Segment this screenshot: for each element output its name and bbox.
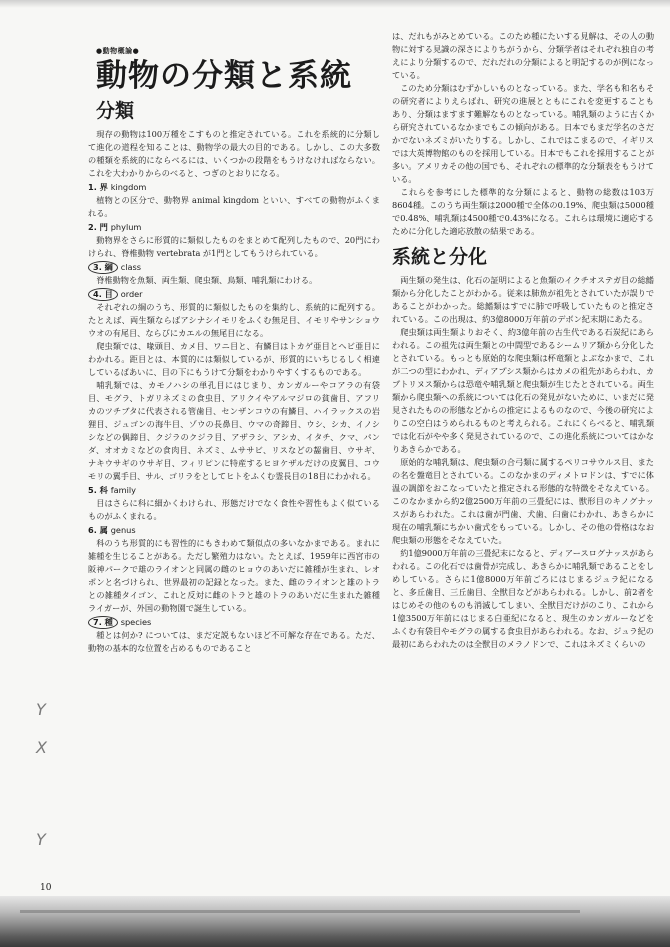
scanner-edge <box>0 896 670 947</box>
rank-head: 1. 界 <box>88 182 108 192</box>
section-heading-classification: 分類 <box>96 100 135 122</box>
rank-en: phylum <box>110 222 142 232</box>
rank-head: 3. 綱 <box>88 261 118 274</box>
handwritten-mark: Y <box>36 700 46 719</box>
rank-item <box>88 261 380 287</box>
rank-item <box>88 288 380 340</box>
rank-item <box>88 181 380 220</box>
rank-en: genus <box>110 525 136 535</box>
scanner-edge-line <box>20 910 580 913</box>
page-number: 10 <box>40 883 52 893</box>
rank-item <box>88 616 380 655</box>
rank-item <box>88 524 380 615</box>
rank-body: 目はさらに科に細かくわけられ、形態だけでなく食性や習性もよく似ているものがふくまれる。 <box>88 498 380 521</box>
rank-head: 2. 門 <box>88 222 108 232</box>
scan-shadow <box>0 0 670 8</box>
right-paragraph: これらを参考にした標準的な分類によると、動物の総数は103万8604種。このうち両生類は2000種で全体の0.19%、爬虫類は5000種で0.48%、哺乳類は4500種で0.43%になる。これらは環境に適応するために分化した適応放散の結果である。 <box>392 187 654 236</box>
rank-en: order <box>120 289 143 299</box>
mammal-paragraph: 哺乳類では、カモノハシの単孔目にはじまり、カンガルーやコアラの有袋目、モグラ、トガリネズミの食虫目、アリクイやアルマジロの貧歯目、アフリカのツチブタに代表される管歯目、センザンコウの有鱗目、ハイラックスの岩狸目、ジュゴンの海牛目、ゾウの長鼻目、ウマの奇蹄目、ウシ、シカ、イノシシなどの偶蹄目、クジラのクジラ目、アザラシ、アシカ、イタチ、クマ、パンダ、オオカミなどの食肉目、ネズミ、ムササビ、リスなどの齧歯目、ウサギ、ナキウサギのウサギ目、フィリピンに特産するヒヨケザルだけの皮翼目、コウモリの翼手目、サル、ゴリラをとしてヒトをふくむ霊長目の18目にわかれる。 <box>88 380 380 481</box>
left-column <box>88 46 380 655</box>
rank-head: 7. 種 <box>88 616 118 629</box>
right-paragraph: は、だれもがみとめている。このため種にたいする見解は、その人の動物に対する見識の深さによりちがうから、分類学者はそれぞれ独自の考えにより分類するので、だれだれの分類によると明記するのが例になっている。 <box>392 31 655 80</box>
rank-head: 6. 属 <box>88 525 108 535</box>
handwritten-mark: X <box>36 738 47 757</box>
page-title: 動物の分類と系統 <box>96 58 352 94</box>
rank-body: 科のうち形質的にも習性的にもきわめて類似点の多いなかまである。まれに雑種を生じることがある。ただし繁殖力はない。たとえば、1959年に西宮市の阪神パークで雄のライオンと同属の雌のヒョウのあいだに雑種が生まれ、レオポンと名づけられ、世界最初の記録となった。また、雌のライオンと雄のトラとの雑種タイゴン、これと反対に雌のトラと雄のトラのあいだに生まれた雑種ライガーが、外国の動物園で誕生している。 <box>88 538 380 613</box>
rank-body: 植物との区分で、動物界 animal kingdom といい、すべての動物がふくまれる。 <box>88 195 380 218</box>
rank-body: 脊椎動物を魚類、両生類、爬虫類、鳥類、哺乳類にわける。 <box>96 275 318 285</box>
intro-paragraph: 現存の動物は100万種をこすものと推定されている。これを系統的に分類して進化の道程を知ることは、動物学の最大の目的である。しかし、この大多数の種類を系統的にならべるには、いくつかの段階をもうけなければならない。これを大わかりからのべると、つぎのとおりになる。 <box>88 129 380 178</box>
rank-body: 種とは何か? については、まだ定説もないほど不可解な存在である。ただ、動物の基本的な位置を占めるものであること <box>88 630 380 653</box>
reptile-paragraph: 爬虫類では、喙頭目、カメ目、ワニ目と、有鱗目はトカゲ亜目とヘビ亜目にわかれる。距目とは、本質的には類似しているが、形質的にいちじるしく相違しているばあいに、目の下にもうけて分類をわかりやすくするものである。 <box>88 341 380 377</box>
rank-item <box>88 221 380 260</box>
rank-head: 4. 目 <box>88 288 118 301</box>
rank-en: species <box>120 617 152 627</box>
right-paragraph: 約1億9000万年前の三畳紀末になると、ディアースログナッスがあらわれる。この化石では歯骨が完成し、あきらかに哺乳類であることをしめしている。さらに1億8000万年前ごろにはじまるジュラ紀になると、多丘歯目、三丘歯目、全獣目などがあらわれる。しかし、前2者をはじめその他のものも消滅してしまい、全獣目だけがのこり、これから1億3500万年前にはじまる白亜紀になると、現生のカンガルーなどをふくむ有袋目やモグラの属する食虫目があらわれる。なお、ジュラ紀の最初にあらわれたのは全獣目のメラノドンで、これはネズミくらいの <box>392 548 655 649</box>
rank-en: family <box>110 485 136 495</box>
rank-en: kingdom <box>110 182 147 192</box>
rank-en: class <box>120 262 142 272</box>
section-heading-lineage: 系統と分化 <box>392 246 488 268</box>
right-paragraph: 爬虫類は両生類よりおそく、約3億年前の古生代である石炭紀にあらわれる。この祖先は両生類との中間型であるシームリア類から分化したとされている。もっとも原始的な爬虫類は杯竜類とよぶなかまで、これが二つの型にわかれ、ディアプシス類からはカメの祖先があらわれ、カプトリヌス類からは恐竜や哺乳類と爬虫類が生じたとされている。両生類から爬虫類への系統については化石の発見がないために、いまだに発見されたものの形態などからの推定によるものなので、今後の研究によりこの空白はうめられるものと考えられる。これにくらべると、哺乳類では化石がやや多く発見されているので、この進化系統についてはかなりあきらかである。 <box>392 327 655 454</box>
rank-body: それぞれの綱のうち、形質的に類似したものを集約し、系統的に配列する。たとえば、両生類ならばアシナシイモリをふくむ無足目、イモリやサンショウウオの有尾目、ならびにカエルの無尾目になる。 <box>88 302 380 338</box>
right-paragraph: 原始的な哺乳類は、爬虫類の合弓類に属するペリコサウルス目、また の名を盤竜目とされている。このなかまのディメトロドンは、すでに体温の調節をおこなっていたと推定される形態的な特徴をそなえている。このなかまから約2億2500万年前の三畳紀には、獣形目のキノグナッスがあらわれた。これは歯が門歯、犬歯、臼歯にわかれ、あきらかに現在の哺乳類にちかい歯式をもっている。しかし、その他の骨格はなお爬虫類の形態をそなえていた。 <box>392 457 655 545</box>
right-paragraph: 両生類の発生は、化石の証明によると魚類のイクチオステガ目の総鰭類から分化したことがわかる。従来は肺魚が祖先とされていたが誤りであることがわかった。総鰭類はすでに肺で呼吸していたものと推定されている。この出現は、約3億8000万年前のデボン紀末期にあたる。 <box>392 275 655 324</box>
handwritten-mark: Y <box>36 830 46 849</box>
rank-item <box>88 484 380 523</box>
rank-body: 動物界をさらに形質的に類似したものをまとめて配列したもので、20門にわけられ、脊椎動物 vertebrata が1門としてもうけられている。 <box>88 235 380 258</box>
rank-head: 5. 科 <box>88 485 108 495</box>
kicker: ●動物概論● <box>96 47 140 55</box>
right-paragraph: このため分類はむずかしいものとなっている。また、学名も和名もその研究者によりえらばれ、研究の進展とともにこれを変更することもあり、分類はますます難解なものとなっている。哺乳類のように古くから研究されているなかまでもこの傾向がある。日本でもまだ学名のさだかでないネズミがいたりする。しかし、これではこまるので、イギリスでは大英博物館のものを採用している。日本でもこれを採用することが多い。アメリカその他の国でも、それぞれの標準的な分類表をもうけている。 <box>392 83 655 184</box>
right-column <box>392 30 654 651</box>
